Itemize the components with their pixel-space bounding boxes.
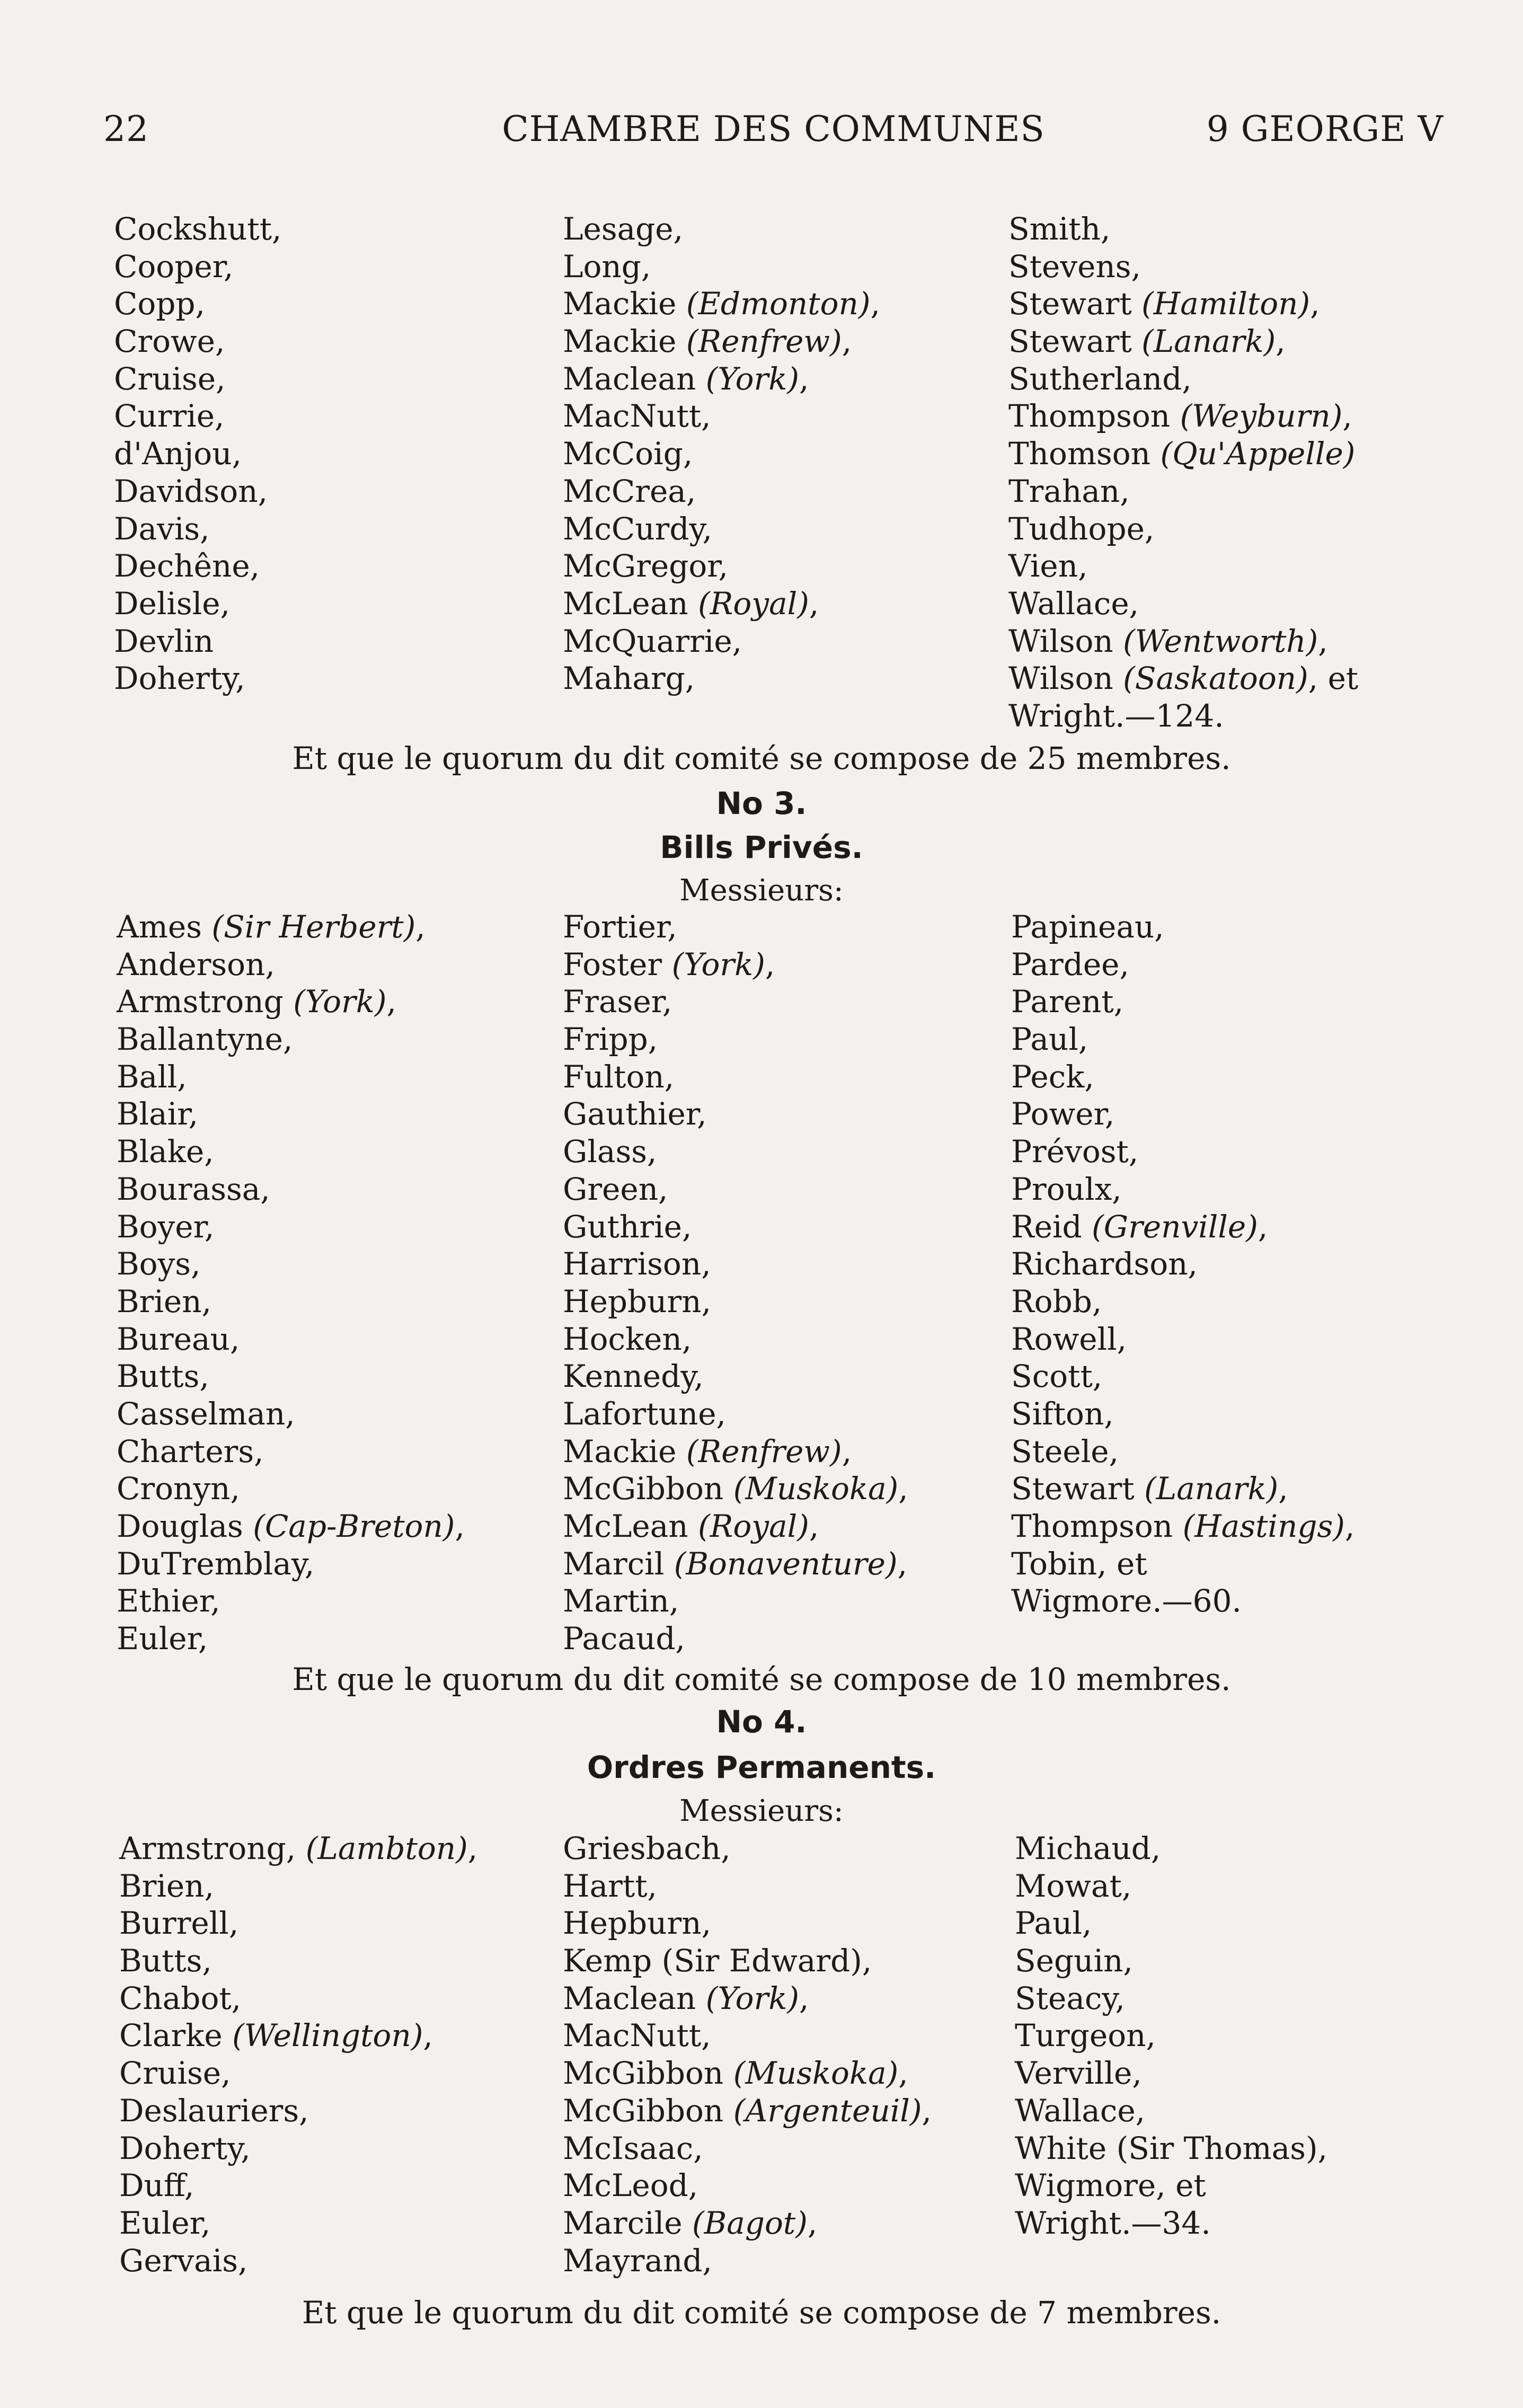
member-name: Proulx, bbox=[1011, 1171, 1122, 1207]
member-name: Fortier, bbox=[563, 909, 677, 945]
column-2 bbox=[563, 1830, 932, 2279]
member-name: Fraser, bbox=[563, 984, 672, 1020]
member-name: White (Sir Thomas), bbox=[1015, 2130, 1328, 2166]
quorum-statement-1: Et que le quorum du dit comité se compose de 25 membres. bbox=[292, 740, 1231, 776]
member-name: MacNutt, bbox=[563, 2017, 711, 2054]
member-name: Boyer, bbox=[117, 1208, 215, 1245]
member-name: Stewart (Lanark), bbox=[1008, 323, 1286, 360]
member-name: Cronyn, bbox=[117, 1471, 240, 1507]
member-name: Douglas (Cap-Breton), bbox=[117, 1508, 465, 1544]
member-name: Currie, bbox=[114, 398, 225, 435]
member-name: Ball, bbox=[117, 1058, 187, 1095]
member-name: Wallace, bbox=[1008, 585, 1139, 622]
member-name: Stewart (Lanark), bbox=[1011, 1471, 1288, 1507]
member-name: d'Anjou, bbox=[114, 436, 242, 472]
session-label: 9 GEORGE V bbox=[1206, 109, 1444, 149]
member-name: Cruise, bbox=[119, 2055, 231, 2092]
member-name: Paul, bbox=[1011, 1021, 1088, 1058]
member-name: Wilson (Wentworth), bbox=[1008, 623, 1328, 659]
member-name: Hartt, bbox=[563, 1867, 657, 1904]
member-name: Richardson, bbox=[1011, 1246, 1198, 1282]
column-3 bbox=[1008, 210, 1358, 735]
member-name: Maharg, bbox=[563, 660, 695, 697]
member-name: Copp, bbox=[114, 286, 205, 322]
member-name: Maclean (York), bbox=[563, 360, 809, 397]
member-name: Prévost, bbox=[1011, 1134, 1139, 1170]
page-number: 22 bbox=[103, 109, 149, 149]
member-name: Peck, bbox=[1011, 1058, 1094, 1095]
member-name: Verville, bbox=[1015, 2055, 1142, 2092]
column-1 bbox=[119, 1830, 477, 2279]
member-name: Mackie (Edmonton), bbox=[563, 286, 880, 322]
member-name: Thompson (Weyburn), bbox=[1008, 398, 1352, 435]
member-name: Harrison, bbox=[563, 1246, 711, 1282]
member-name: Kemp (Sir Edward), bbox=[563, 1943, 872, 1979]
member-name: Lesage, bbox=[563, 211, 684, 247]
member-name: Marcile (Bagot), bbox=[563, 2205, 818, 2241]
member-name: McCoig, bbox=[563, 436, 693, 472]
member-name: Blake, bbox=[117, 1134, 214, 1170]
member-name: McLean (Royal), bbox=[563, 585, 819, 622]
member-name: Fulton, bbox=[563, 1058, 675, 1095]
member-name: Sutherland, bbox=[1008, 360, 1192, 397]
member-name: Maclean (York), bbox=[563, 1980, 809, 2016]
member-name: Brien, bbox=[117, 1283, 212, 1320]
member-name: Lafortune, bbox=[563, 1395, 726, 1432]
member-name: Foster (York), bbox=[563, 946, 775, 982]
member-name: Griesbach, bbox=[563, 1830, 731, 1866]
member-name: McGregor, bbox=[563, 548, 729, 585]
member-name: Delisle, bbox=[114, 585, 231, 622]
member-name: Devlin bbox=[114, 623, 214, 659]
column-1 bbox=[114, 210, 281, 697]
member-name: Ethier, bbox=[117, 1583, 220, 1619]
member-name: Burrell, bbox=[119, 1905, 239, 1942]
member-name: Butts, bbox=[119, 1943, 212, 1979]
member-name: Ballantyne, bbox=[117, 1021, 293, 1058]
column-1 bbox=[117, 908, 465, 1658]
member-name: Paul, bbox=[1015, 1905, 1092, 1942]
member-name: Casselman, bbox=[117, 1395, 295, 1432]
member-name: Tobin, et bbox=[1011, 1545, 1147, 1582]
member-name: Cooper, bbox=[114, 248, 234, 285]
member-name: Anderson, bbox=[117, 946, 275, 982]
page-header bbox=[103, 109, 1444, 151]
member-name: Pacaud, bbox=[563, 1621, 685, 1657]
member-name: Duff, bbox=[119, 2167, 194, 2204]
member-name: Pardee, bbox=[1011, 946, 1129, 982]
member-name: Parent, bbox=[1011, 984, 1124, 1020]
member-name: Stevens, bbox=[1008, 248, 1141, 285]
member-name: Thomson (Qu'Appelle) bbox=[1008, 436, 1356, 472]
member-name: McGibbon (Argenteuil), bbox=[563, 2092, 932, 2129]
member-name: Stewart (Hamilton), bbox=[1008, 286, 1320, 322]
running-title: CHAMBRE DES COMMUNES bbox=[502, 109, 1045, 149]
member-name: Hepburn, bbox=[563, 1905, 712, 1942]
member-name: McLeod, bbox=[563, 2167, 698, 2204]
quorum-statement-3: Et que le quorum du dit comité se compose de 7 membres. bbox=[302, 2295, 1221, 2331]
member-name: McGibbon (Muskoka), bbox=[563, 2055, 908, 2092]
member-name: Wright.—34. bbox=[1015, 2205, 1211, 2241]
member-name: Mayrand, bbox=[563, 2242, 712, 2279]
member-name: DuTremblay, bbox=[117, 1545, 315, 1582]
quorum-statement-2: Et que le quorum du dit comité se compose de 10 membres. bbox=[292, 1661, 1231, 1697]
member-name: Wigmore.—60. bbox=[1011, 1583, 1242, 1619]
member-name: Thompson (Hastings), bbox=[1011, 1508, 1355, 1544]
member-name: Ames (Sir Herbert), bbox=[117, 909, 426, 945]
member-name: Reid (Grenville), bbox=[1011, 1208, 1268, 1245]
member-name: Bureau, bbox=[117, 1321, 240, 1357]
member-name: Sifton, bbox=[1011, 1395, 1114, 1432]
member-name: Davis, bbox=[114, 510, 210, 547]
member-name: Clarke (Wellington), bbox=[119, 2017, 433, 2054]
member-name: Crowe, bbox=[114, 323, 225, 360]
member-name: Marcil (Bonaventure), bbox=[563, 1545, 908, 1582]
member-name: Michaud, bbox=[1015, 1830, 1161, 1866]
member-name: McCrea, bbox=[563, 473, 696, 509]
member-name: Smith, bbox=[1008, 211, 1111, 247]
column-3 bbox=[1011, 908, 1354, 1620]
member-name: McIsaac, bbox=[563, 2130, 703, 2166]
member-name: Dechêne, bbox=[114, 548, 260, 585]
member-name: Wallace, bbox=[1015, 2092, 1146, 2129]
messieurs-label: Messieurs: bbox=[679, 873, 844, 908]
member-name: Hocken, bbox=[563, 1321, 692, 1357]
member-name: Doherty, bbox=[114, 660, 245, 697]
member-name: Wright.—124. bbox=[1008, 697, 1224, 734]
member-name: Wigmore, et bbox=[1015, 2167, 1206, 2204]
member-name: Seguin, bbox=[1015, 1943, 1133, 1979]
section-title: Bills Privés. bbox=[660, 829, 863, 865]
member-name: Blair, bbox=[117, 1096, 199, 1132]
member-name: Armstrong, (Lambton), bbox=[119, 1830, 478, 1866]
member-name: Scott, bbox=[1011, 1358, 1103, 1395]
section-number: No 3. bbox=[716, 785, 807, 821]
member-name: Mowat, bbox=[1015, 1867, 1132, 1904]
member-name: Deslauriers, bbox=[119, 2092, 309, 2129]
member-name: Vien, bbox=[1008, 548, 1088, 585]
member-name: Wilson (Saskatoon), et bbox=[1008, 660, 1359, 697]
member-name: Boys, bbox=[117, 1246, 201, 1282]
member-name: Turgeon, bbox=[1015, 2017, 1156, 2054]
member-name: Bourassa, bbox=[117, 1171, 270, 1207]
messieurs-label: Messieurs: bbox=[679, 1794, 844, 1828]
section-title: Ordres Permanents. bbox=[587, 1749, 936, 1785]
member-name: Fripp, bbox=[563, 1021, 658, 1058]
member-name: Mackie (Renfrew), bbox=[563, 1433, 852, 1469]
member-name: Gauthier, bbox=[563, 1096, 707, 1132]
member-name: Chabot, bbox=[119, 1980, 242, 2016]
member-name: McCurdy, bbox=[563, 510, 712, 547]
member-name: Martin, bbox=[563, 1583, 679, 1619]
member-name: Robb, bbox=[1011, 1283, 1102, 1320]
member-name: Butts, bbox=[117, 1358, 209, 1395]
member-name: Gervais, bbox=[119, 2242, 248, 2279]
member-name: Tudhope, bbox=[1008, 510, 1155, 547]
member-name: Guthrie, bbox=[563, 1208, 692, 1245]
member-name: MacNutt, bbox=[563, 398, 711, 435]
member-name: Papineau, bbox=[1011, 909, 1164, 945]
member-name: Power, bbox=[1011, 1096, 1115, 1132]
member-name: Kennedy, bbox=[563, 1358, 704, 1395]
member-name: Cruise, bbox=[114, 360, 226, 397]
member-name: McLean (Royal), bbox=[563, 1508, 819, 1544]
member-name: Charters, bbox=[117, 1433, 264, 1469]
member-name: McQuarrie, bbox=[563, 623, 742, 659]
member-name: Doherty, bbox=[119, 2130, 251, 2166]
member-name: Steacy, bbox=[1015, 1980, 1125, 2016]
member-name: Trahan, bbox=[1008, 473, 1130, 509]
column-3 bbox=[1015, 1830, 1327, 2242]
column-2 bbox=[563, 908, 908, 1658]
member-name: Green, bbox=[563, 1171, 668, 1207]
member-name: Euler, bbox=[119, 2205, 211, 2241]
member-name: Euler, bbox=[117, 1621, 208, 1657]
member-name: Hepburn, bbox=[563, 1283, 712, 1320]
member-name: Cockshutt, bbox=[114, 211, 282, 247]
member-name: Armstrong (York), bbox=[117, 984, 396, 1020]
member-name: Rowell, bbox=[1011, 1321, 1127, 1357]
member-name: Long, bbox=[563, 248, 651, 285]
member-name: Mackie (Renfrew), bbox=[563, 323, 852, 360]
member-name: Davidson, bbox=[114, 473, 268, 509]
member-name: Brien, bbox=[119, 1867, 215, 1904]
member-name: Steele, bbox=[1011, 1433, 1119, 1469]
member-name: Glass, bbox=[563, 1134, 657, 1170]
column-2 bbox=[563, 210, 880, 697]
member-name: McGibbon (Muskoka), bbox=[563, 1471, 908, 1507]
section-number: No 4. bbox=[716, 1704, 807, 1740]
